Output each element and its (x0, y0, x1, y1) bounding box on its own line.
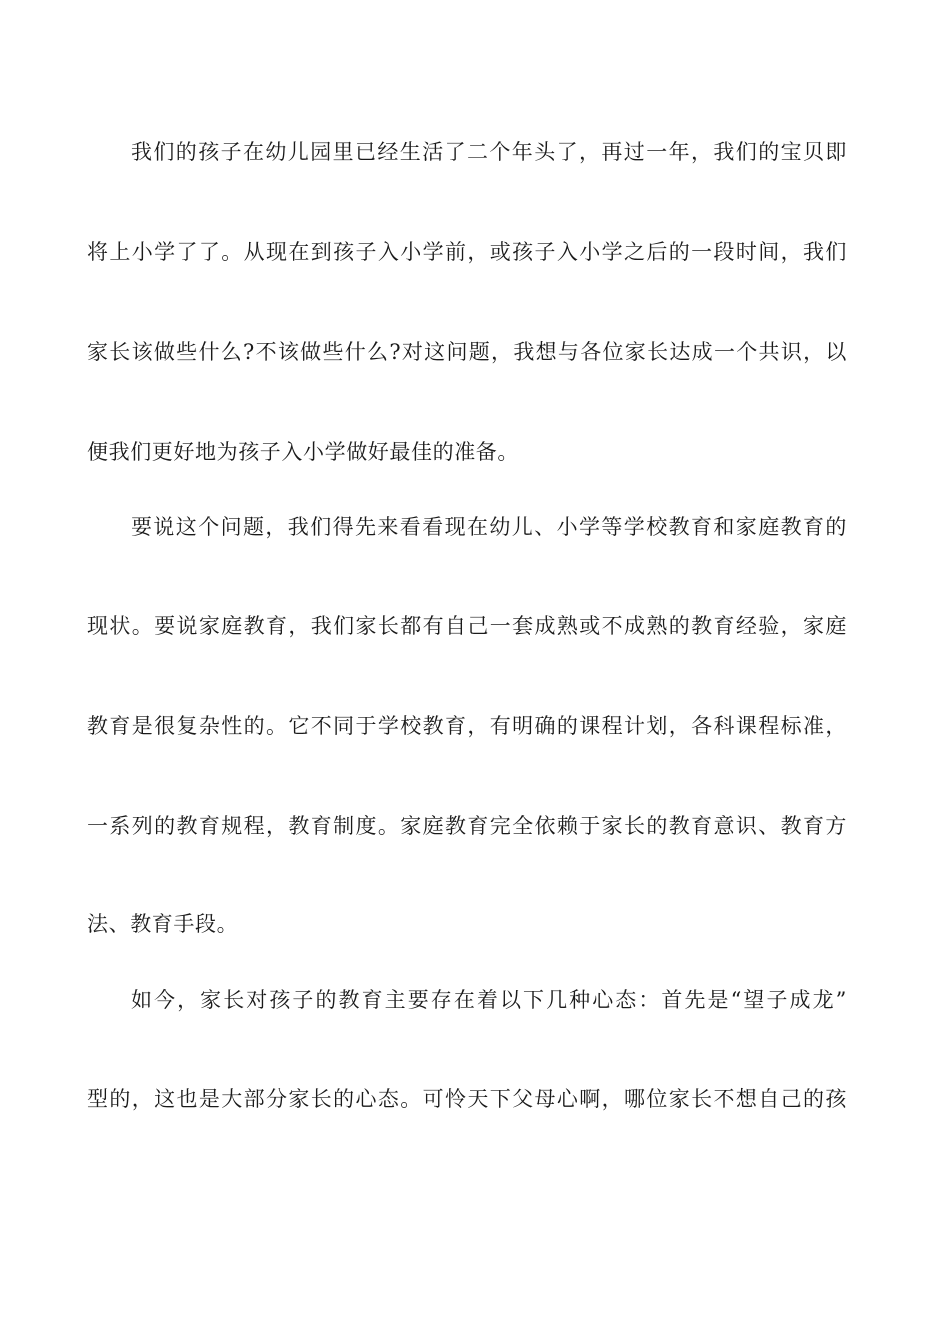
paragraph-1-line-1: 我们的孩子在幼儿园里已经生活了二个年头了，再过一年，我们的宝贝即 (131, 140, 847, 164)
paragraph-1-line-4: 便我们更好地为孩子入小学做好最佳的准备。 (87, 440, 519, 464)
paragraph-1-line-2: 将上小学了了。从现在到孩子入小学前，或孩子入小学之后的一段时间，我们 (87, 240, 847, 264)
paragraph-2-line-1: 要说这个问题，我们得先来看看现在幼儿、小学等学校教育和家庭教育的 (131, 515, 847, 539)
paragraph-3-line-2: 型的，这也是大部分家长的心态。可怜天下父母心啊，哪位家长不想自己的孩 (87, 1087, 847, 1111)
paragraph-1-line-3: 家长该做些什么?不该做些什么?对这问题，我想与各位家长达成一个共识，以 (87, 340, 847, 364)
paragraph-2-line-2: 现状。要说家庭教育，我们家长都有自己一套成熟或不成熟的教育经验，家庭 (87, 614, 847, 638)
paragraph-3-line-1: 如今，家长对孩子的教育主要存在着以下几种心态：首先是“望子成龙” (131, 988, 847, 1012)
paragraph-2-line-3: 教育是很复杂性的。它不同于学校教育，有明确的课程计划，各科课程标准， (87, 714, 847, 738)
paragraph-2-line-4: 一系列的教育规程，教育制度。家庭教育完全依赖于家长的教育意识、教育方 (87, 814, 847, 838)
paragraph-2-line-5: 法、教育手段。 (87, 912, 239, 936)
